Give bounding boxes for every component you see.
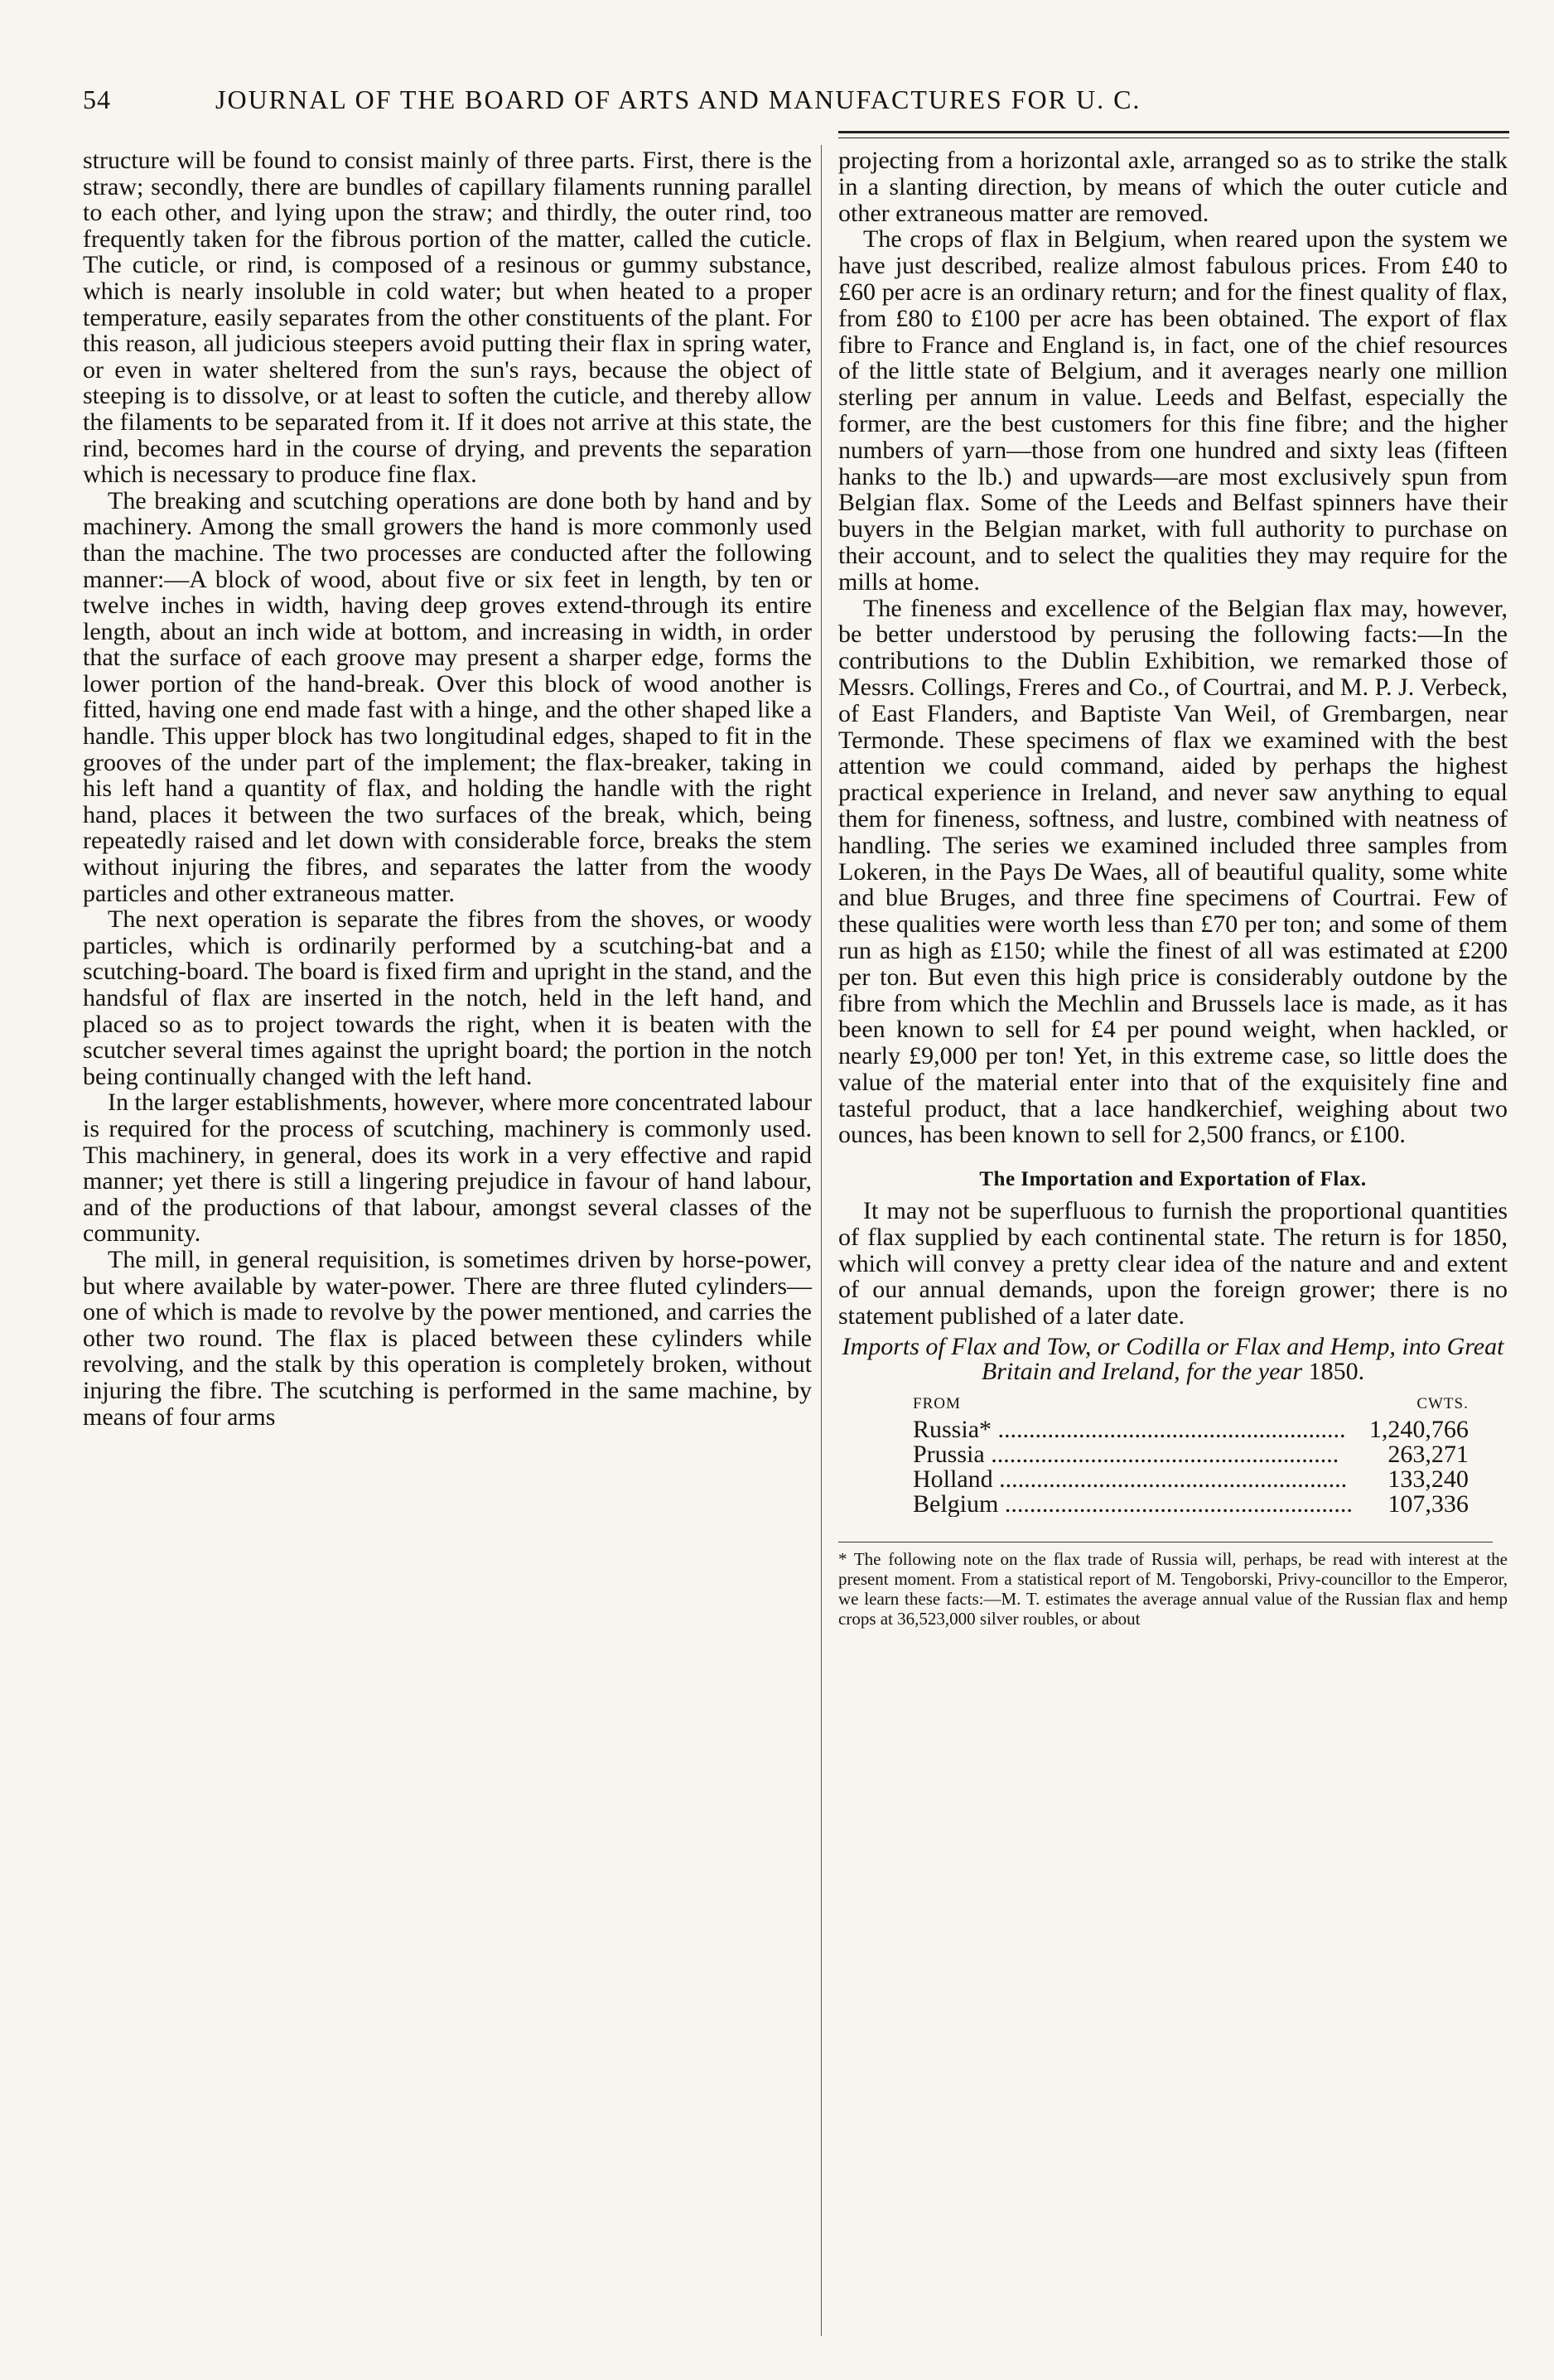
value-cell: 1,240,766 <box>1368 1415 1469 1443</box>
table-row <box>913 1492 1469 1517</box>
imports-table <box>913 1391 1469 1517</box>
table-year: 1850. <box>1308 1358 1365 1386</box>
header-rule <box>838 131 1509 133</box>
paragraph-mill: The mill, in general requisition, is sometimes driven by horse-power, but where available by water-power. There are three fluted cylinders—one of which is made to revolve by the power mentioned, and carries the other two round. The flax is placed between these cylinders while revolving, and the stalk by this operation is completely broken, without injuring the fibre. The scutching is performed in the same machine, by means of four arms <box>83 1245 812 1431</box>
country-cell: Holland ..... <box>913 1467 1353 1492</box>
paragraph-belgium-crops: The crops of flax in Belgium, when reared upon the system we have just described, realize almost fabulous prices. From £40 to £60 per acre is an ordinary return; and for the finest quality of flax, from £80 to £100 per acre has been obtained. The export of flax fibre to France and England is, in fact, one of the chief resources of the little state of Belgium, and it averages nearly one million sterling per annum in value. Leeds and Belfast, especially the former, are the best customers for this fine fibre; and the higher numbers of yarn—those from one hundred and sixty leas (fifteen hanks to the lb.) and upwards—are most exclusively spun from Belgian flax. Some of the Leeds and Belfast spinners have their buyers in the Belgian market, with full authority to purchase on their account, and to select the qualities they may require for the mills at home. <box>838 225 1508 596</box>
country-cell: Belgium ..... <box>913 1492 1353 1517</box>
table-header-row <box>913 1391 1469 1417</box>
paragraph-fineness: The fineness and excellence of the Belgian flax may, however, be better understood by perusing the following facts:—In the contributions to the Dublin Exhibition, we remarked those of Messrs. Collings, Freres and Co., of Courtrai, and M. P. J. Verbeck, of East Flanders, and Baptiste Van Weil, of Grembargen, near Termonde. These specimens of flax we examined with the best attention we could command, aided by perhaps the highest practical experience in Ireland, and never saw anything to equal them for fineness, softness, and lustre, combined with neatness of handling. The series we examined included three samples from Lokeren, in the Pays De Waes, all of beautiful quality, some white and blue Bruges, and three fine specimens of Courtrai. Few of these qualities were worth less than £70 per ton; and some of them run as high as £150; while the finest of all was estimated at £200 per ton. But even this high price is considerably outdone by the fibre from which the Mechlin and Brussels lace is made, as it has been known to sell for £4 per pound weight, when hackled, or nearly £9,000 per ton! Yet, in this extreme case, so little does the value of the material enter into that of the exquisitely fine and tasteful product, that a lace handkerchief, weighing about two ounces, has been known to sell for 2,500 francs, or £100. <box>838 594 1508 1149</box>
value-cell: 133,240 <box>1388 1465 1469 1493</box>
value-cell: 107,336 <box>1388 1489 1469 1518</box>
page-number: 54 <box>83 84 111 114</box>
paragraph-breaking: The breaking and scutching operations are done both by hand and by machinery. Among the small growers the hand is more commonly used than the machine. The two processes are conducted after the following manner:—A block of wood, about five or six feet in length, by ten or twelve inches in width, having deep groves extend-through its entire length, about an inch wide at bottom, and increasing in width, in order that the surface of each groove may present a sharper edge, forms the lower portion of the hand-break. Over this block of wood another is fitted, having one end made fast with a hinge, and the other shaped like a handle. This upper block has two longitudinal edges, shaped to fit in the grooves of the under part of the implement; the flax-breaker, taking in his left hand a quantity of flax, and holding the handle with the right hand, places it between the two surfaces of the break, which, being repeatedly raised and let down with considerable force, breaks the stem without injuring the fibres, and separates the latter from the woody particles and other extraneous matter. <box>83 486 812 907</box>
left-column <box>83 147 812 1430</box>
page-header <box>83 84 1491 115</box>
section-heading: The Importation and Exportation of Flax. <box>979 1168 1367 1191</box>
footnote: * The following note on the flax trade of Russia will, perhaps, be read with interest at the present moment. From a statistical report of M. Tengoborski, Privy-councillor to the Emperor, we learn these facts:—M. T. estimates the average annual value of the Russian flax and hemp crops at 36,523,000 silver roubles, or about <box>838 1548 1508 1629</box>
table-row <box>913 1467 1469 1492</box>
journal-title: JOURNAL OF THE BOARD OF ARTS AND MANUFACTURES FOR U. C. <box>215 84 1141 114</box>
table-row <box>913 1442 1469 1467</box>
section-intro: It may not be superfluous to furnish the proportional quantities of flax supplied by each continental state. The return is for 1850, which will convey a pretty clear idea of the nature and and extent of our annual demands, upon the foreign grower; there is no statement published of a later date. <box>838 1197 1508 1330</box>
right-column <box>838 147 1508 1629</box>
column-header-cwts: CWTS. <box>1416 1395 1469 1413</box>
paragraph-machinery: In the larger establishments, however, where more concentrated labour is required for the process of scutching, machinery is commonly used. This machinery, in general, does its work in a very effective and rapid manner; yet there is still a lingering prejudice in favour of hand labour, and of the productions of that labour, amongst several classes of the community. <box>83 1089 812 1248</box>
paragraph-axle: projecting from a horizontal axle, arranged so as to strike the stalk in a slanting direction, by means of which the outer cuticle and other extraneous matter are removed. <box>838 147 1508 227</box>
column-header-from: FROM <box>913 1395 961 1413</box>
table-title-text: Imports of Flax and Tow, or Codilla or Flax and Hemp, into Great Britain and Ireland, for the year <box>842 1333 1504 1386</box>
column-divider <box>821 145 822 2336</box>
table-title <box>838 1335 1508 1384</box>
country-cell: Prussia ..... <box>913 1442 1353 1467</box>
country-cell: Russia* ..... <box>913 1417 1353 1442</box>
paragraph-cuticle: structure will be found to consist mainly of three parts. First, there is the straw; secondly, there are bundles of capillary filaments running parallel to each other, and lying upon the straw; and thirdly, the outer rind, too frequently taken for the fibrous portion of the matter, called the cuticle. The cuticle, or rind, is composed of a resinous or gummy substance, which is nearly insoluble in cold water; but when heated to a proper temperature, easily separates from the other constituents of the plant. For this reason, all judicious steepers avoid putting their flax in spring water, or even in water sheltered from the sun's rays, because the object of steeping is to dissolve, or at least to soften the cuticle, and thereby allow the filaments to be separated from it. If it does not arrive at this state, the rind, becomes hard in the course of drying, and prevents the separation which is necessary to produce fine flax. <box>83 147 812 489</box>
table-row <box>913 1417 1469 1442</box>
paragraph-scutching: The next operation is separate the fibres from the shoves, or woody particles, which is ordinarily performed by a scutching-bat and a scutching-board. The board is fixed firm and upright in the stand, and the handsful of flax are inserted in the notch, held in the left hand, and placed so as to project towards the right, when it is beaten with the scutcher several times against the upright board; the portion in the notch being continually changed with the left hand. <box>83 905 812 1090</box>
value-cell: 263,271 <box>1388 1440 1469 1468</box>
